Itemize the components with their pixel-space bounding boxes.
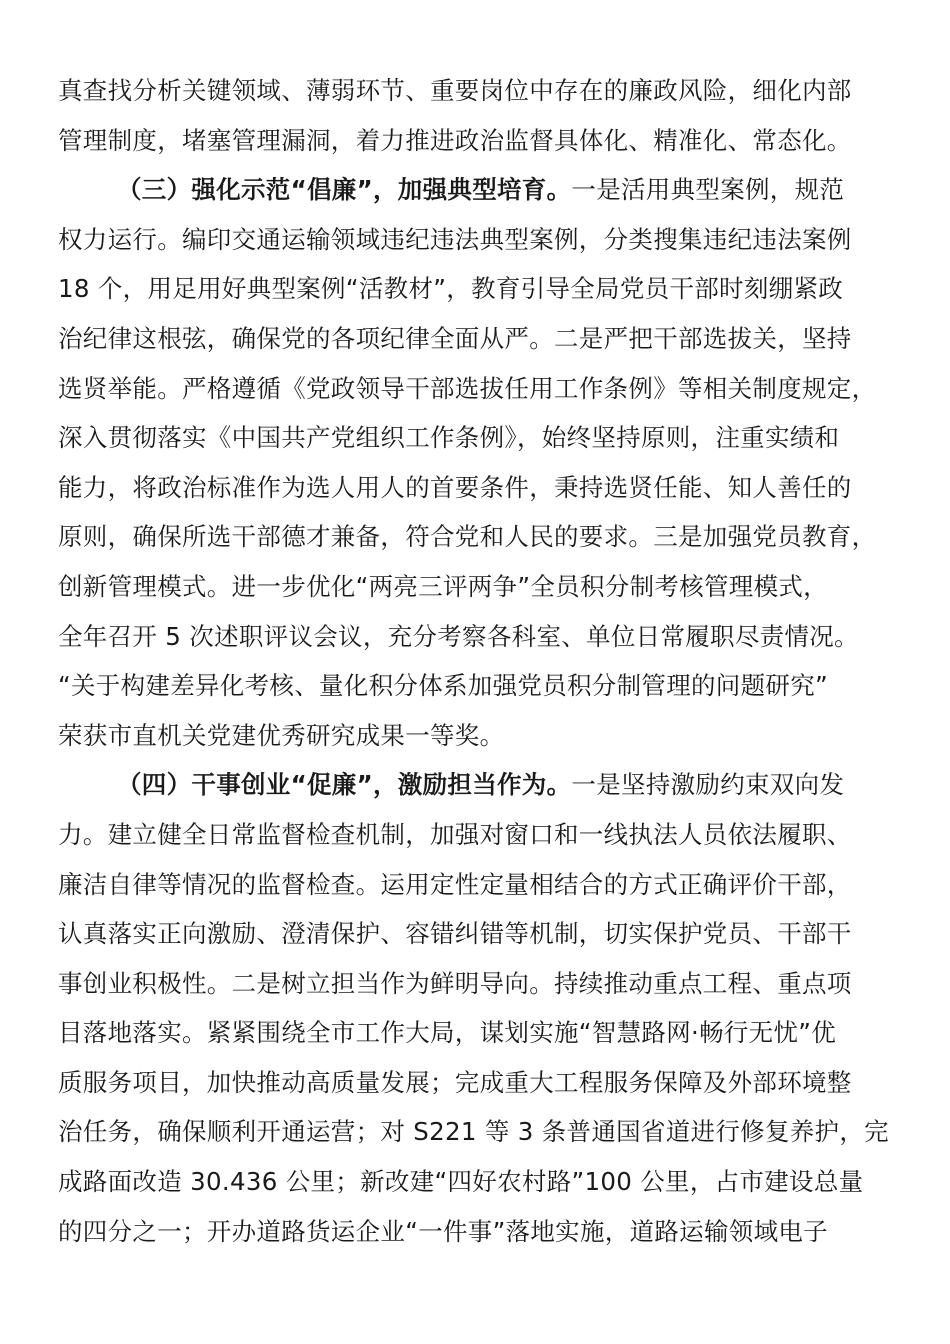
text-line: 力。建立健全日常监督检查机制，加强对窗口和一线执法人员依法履职、 [58, 819, 852, 849]
text-line: “关于构建差异化考核、量化积分体系加强党员积分制管理的问题研究” [58, 671, 828, 701]
text-line: 治任务，确保顺利开通运营；对 S221 等 3 条普通国省道进行修复养护，完 [58, 1117, 889, 1147]
document-page [58, 66, 898, 1256]
text-line: 成路面改造 30.436 公里；新改建“四好农村路”100 公里，占市建设总量 [58, 1167, 864, 1197]
text-line: 的四分之一；开办道路货运企业“一件事”落地实施，道路运输领域电子 [58, 1216, 828, 1246]
text-line: 原则，确保所选干部德才兼备，符合党和人民的要求。三是加强党员教育， [58, 522, 877, 552]
text-line: 廉洁自律等情况的监督检查。运用定性定量相结合的方式正确评价干部， [58, 869, 852, 899]
paragraph-heading-line [58, 760, 898, 810]
text-line: 真查找分析关键领域、薄弱环节、重要岗位中存在的廉政风险，细化内部 [58, 76, 852, 105]
text-line: 能力，将政治标准作为选人用人的首要条件，秉持选贤任能、知人善任的 [58, 472, 852, 502]
text-line: 深入贯彻落实《中国共产党组织工作条例》，始终坚持原则，注重实绩和 [58, 423, 840, 453]
text-line: 18 个，用足用好典型案例“活教材”，教育引导全局党员干部时刻绷紧政 [58, 274, 844, 304]
text-line: 选贤举能。严格遵循《党政领导干部选拔任用工作条例》等相关制度规定， [58, 373, 877, 403]
text-line: 认真落实正向激励、澄清保护、容错纠错等机制，切实保护党员、干部干 [58, 919, 852, 949]
text-line: 荣获市直机关党建优秀研究成果一等奖。 [58, 720, 505, 750]
paragraph-heading-line [58, 165, 898, 215]
text-run: 一是坚持激励约束双向发 [571, 770, 845, 800]
text-line: 创新管理模式。进一步优化“两亮三评两争”全员积分制考核管理模式， [58, 571, 828, 601]
text-line: 质服务项目，加快推动高质量发展；完成重大工程服务保障及外部环境整 [58, 1067, 852, 1097]
text-line: 全年召开 5 次述职评议会议，充分考察各科室、单位日常履职尽责情况。 [58, 621, 859, 651]
section-heading-4: （四）干事创业“促廉”，激励担当作为。 [117, 770, 572, 800]
text-line: 目落地落实。紧紧围绕全市工作大局，谋划实施“智慧路网·畅行无忧”优 [58, 1018, 837, 1048]
text-line: 权力运行。编印交通运输领域违纪违法典型案例，分类搜集违纪违法案例 [58, 224, 852, 254]
text-line: 事创业积极性。二是树立担当作为鲜明导向。持续推动重点工程、重点项 [58, 968, 852, 998]
section-heading-3: （三）强化示范“倡廉”，加强典型培育。 [117, 175, 572, 205]
text-line: 管理制度，堵塞管理漏洞，着力推进政治监督具体化、精准化、常态化。 [58, 125, 852, 155]
text-line: 治纪律这根弦，确保党的各项纪律全面从严。二是严把干部选拔关，坚持 [58, 323, 852, 353]
text-run: 一是活用典型案例，规范 [571, 175, 845, 205]
